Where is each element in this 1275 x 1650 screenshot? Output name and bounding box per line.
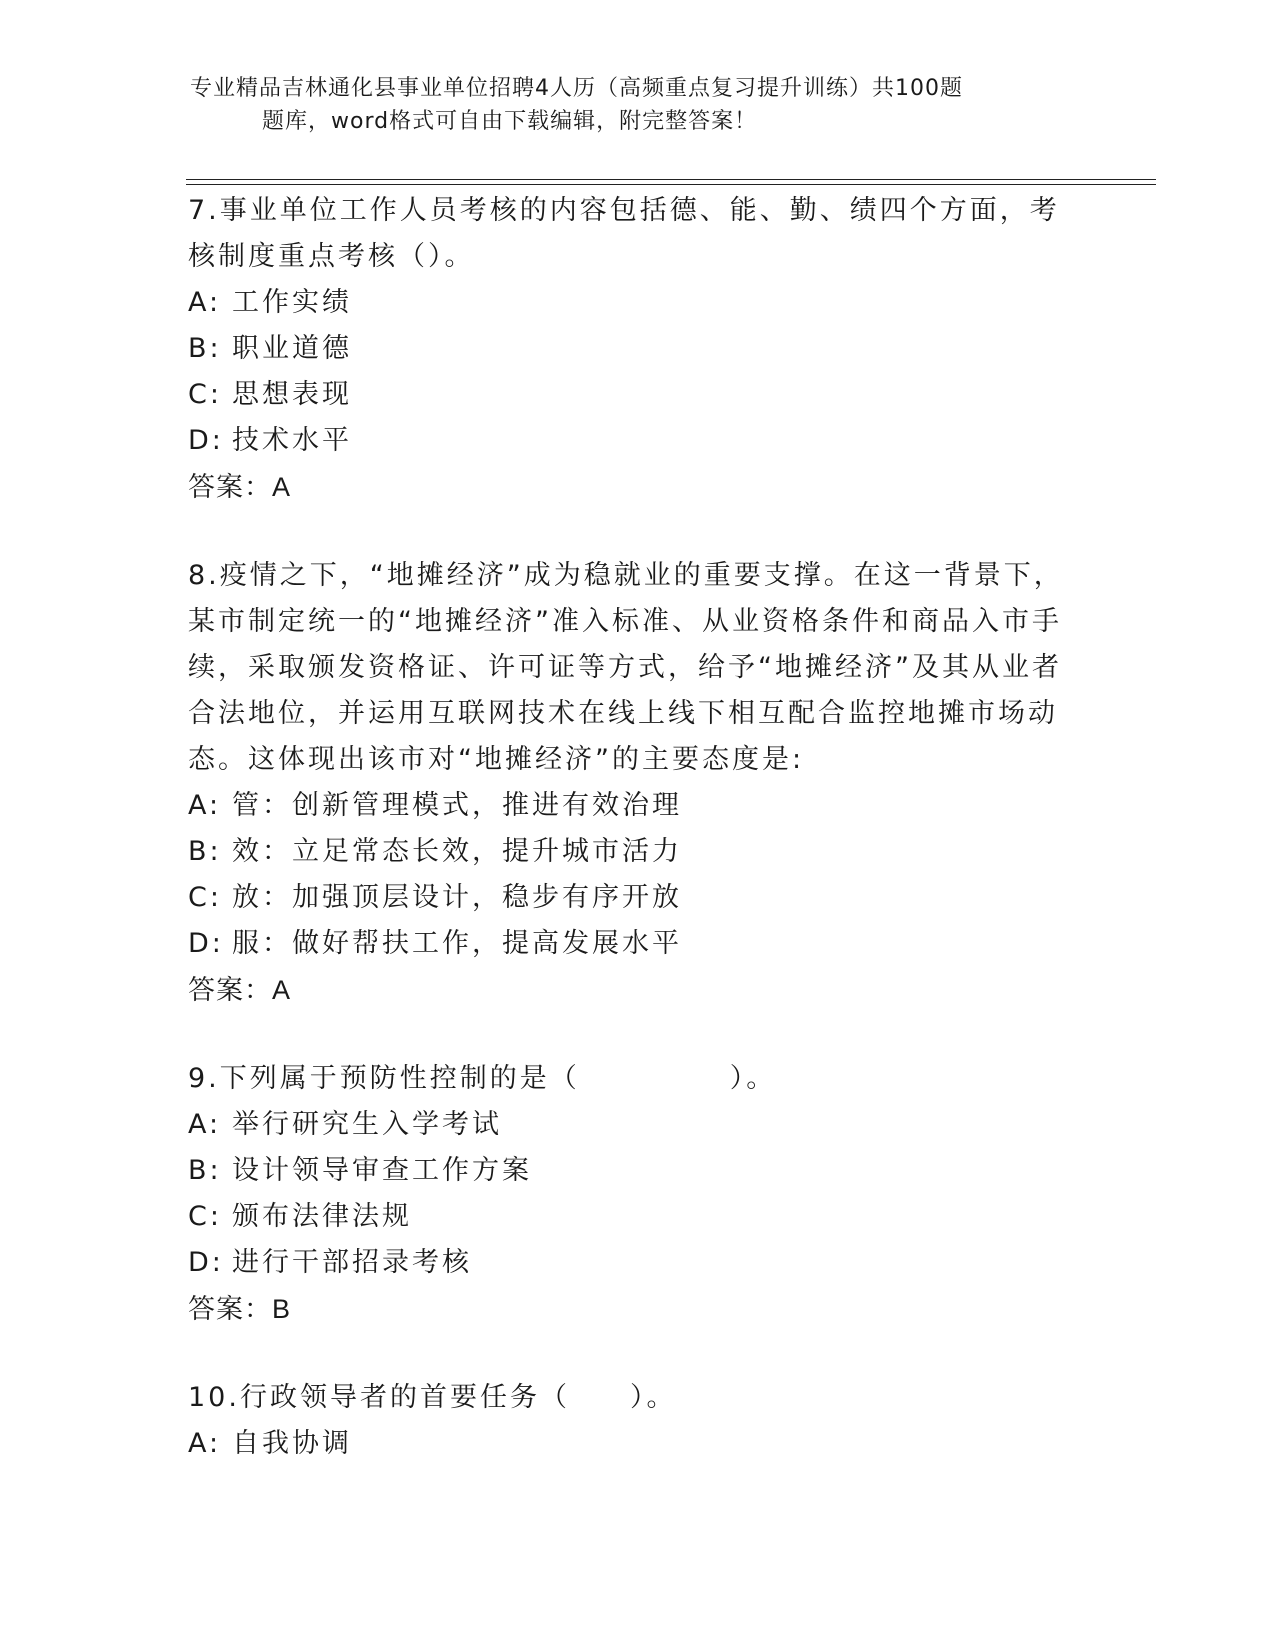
- header-title-line1: 专业精品吉林通化县事业单位招聘4人历（高频重点复习提升训练）共100题: [190, 76, 963, 101]
- option-label: D:: [188, 425, 224, 456]
- option-c: [188, 372, 1068, 418]
- option-d: [188, 418, 1068, 464]
- option-text: 管：创新管理模式，推进有效治理: [232, 790, 682, 821]
- question-item: [188, 553, 1068, 1013]
- document-header: [190, 72, 1070, 138]
- answer-line: 答案：A: [188, 472, 292, 502]
- option-label: C:: [188, 379, 222, 410]
- option-text: 放：加强顶层设计，稳步有序开放: [232, 882, 682, 913]
- answer-line: 答案：A: [188, 975, 292, 1005]
- option-text: 工作实绩: [232, 287, 352, 318]
- spacer: [188, 1013, 1068, 1056]
- header-divider-bottom: [186, 184, 1156, 185]
- option-text: 效：立足常态长效，提升城市活力: [232, 836, 682, 867]
- option-text: 颁布法律法规: [232, 1201, 412, 1232]
- option-label: D:: [188, 1247, 224, 1278]
- option-d: [188, 1240, 1068, 1286]
- option-label: B:: [188, 836, 222, 867]
- option-text: 自我协调: [232, 1428, 352, 1459]
- spacer: [188, 510, 1068, 553]
- question-item: [188, 1375, 1068, 1467]
- question-stem: 9.下列属于预防性控制的是（ ）。: [188, 1063, 777, 1094]
- option-text: 技术水平: [232, 425, 352, 456]
- option-a: [188, 1102, 1068, 1148]
- option-label: A:: [188, 1428, 222, 1459]
- option-text: 职业道德: [232, 333, 352, 364]
- option-a: [188, 280, 1068, 326]
- option-b: [188, 829, 1068, 875]
- question-list: [188, 188, 1068, 1467]
- header-title-line2: 题库，word格式可自由下载编辑，附完整答案！: [262, 109, 758, 134]
- question-stem: 7.事业单位工作人员考核的内容包括德、能、勤、绩四个方面，考核制度重点考核（）。: [188, 195, 1060, 272]
- option-text: 举行研究生入学考试: [232, 1109, 502, 1140]
- option-a: [188, 783, 1068, 829]
- answer-line: 答案：B: [188, 1294, 292, 1324]
- option-label: A:: [188, 287, 222, 318]
- option-label: C:: [188, 1201, 222, 1232]
- option-text: 思想表现: [232, 379, 352, 410]
- question-item: [188, 1056, 1068, 1332]
- option-b: [188, 1148, 1068, 1194]
- option-label: B:: [188, 1155, 222, 1186]
- option-text: 设计领导审查工作方案: [232, 1155, 532, 1186]
- option-d: [188, 921, 1068, 967]
- option-label: D:: [188, 928, 224, 959]
- option-label: A:: [188, 1109, 222, 1140]
- question-stem: 8.疫情之下，“地摊经济”成为稳就业的重要支撑。在这一背景下，某市制定统一的“地摊经济”准入标准、从业资格条件和商品入市手续，采取颁发资格证、许可证等方式，给予“地摊经济”及其从业者合法地位，并运用互联网技术在线上线下相互配合监控地摊市场动态。这体现出该市对“地摊经济”的主要态度是:: [188, 560, 1064, 775]
- option-a: [188, 1421, 1068, 1467]
- option-label: A:: [188, 790, 222, 821]
- option-label: C:: [188, 882, 222, 913]
- option-text: 服：做好帮扶工作，提高发展水平: [232, 928, 682, 959]
- option-label: B:: [188, 333, 222, 364]
- option-c: [188, 875, 1068, 921]
- question-item: [188, 188, 1068, 510]
- option-text: 进行干部招录考核: [232, 1247, 472, 1278]
- option-c: [188, 1194, 1068, 1240]
- header-divider-top: [186, 179, 1156, 180]
- question-stem: 10.行政领导者的首要任务（ ）。: [188, 1382, 677, 1413]
- spacer: [188, 1332, 1068, 1375]
- option-b: [188, 326, 1068, 372]
